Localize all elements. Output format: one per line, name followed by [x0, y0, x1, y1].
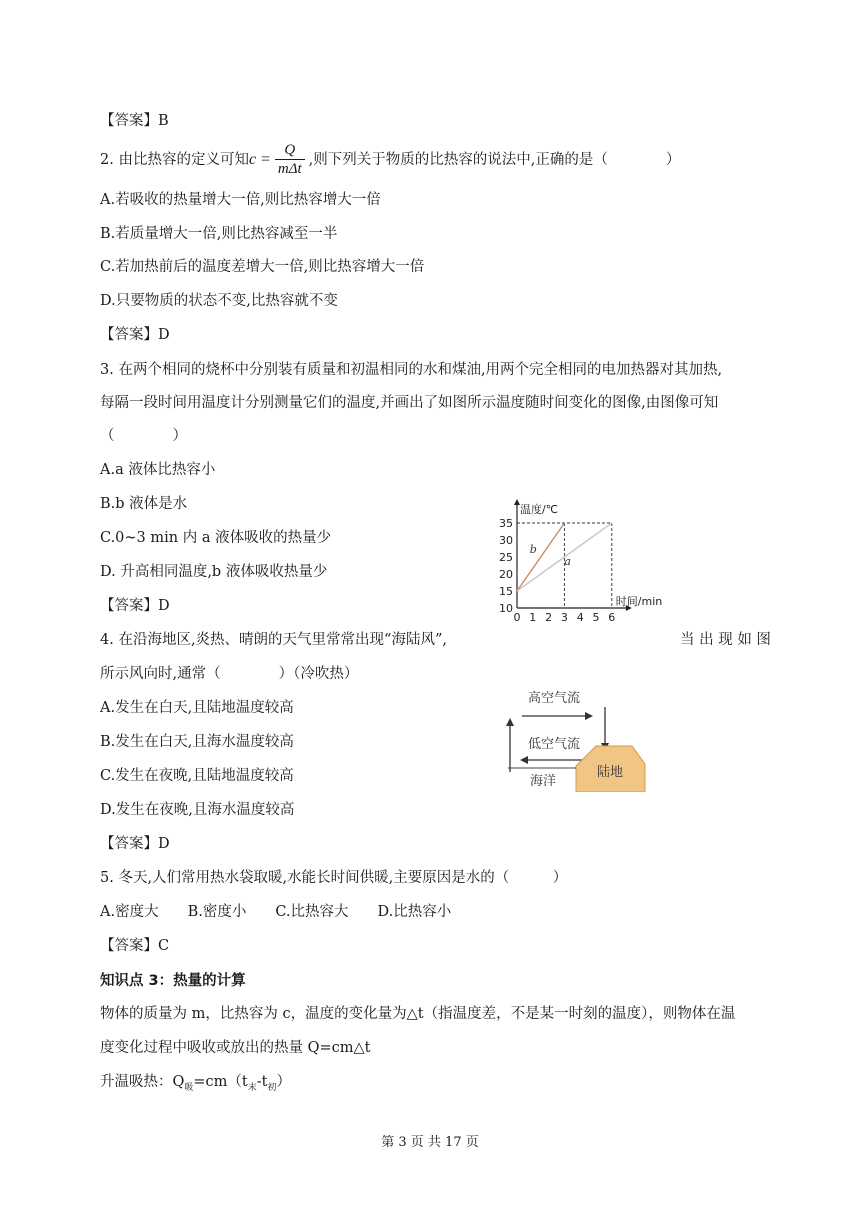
question-5-options: A.密度大 B.密度小 C.比热容大 D.比热容小 [100, 904, 452, 920]
high-air-label: 高空气流 [528, 691, 581, 706]
y-tick-label: 25 [499, 551, 513, 564]
option-d: D.只要物质的状态不变,比热容就不变 [100, 293, 338, 309]
option-d: D. 升高相同温度,b 液体吸收热量少 [100, 564, 328, 580]
answer-line: 【答案】D [100, 327, 170, 343]
option-c: C.0~3 min 内 a 液体吸收的热量少 [100, 530, 332, 546]
option-b: B.发生在白天,且海水温度较高 [100, 734, 294, 750]
option-c: C.若加热前后的温度差增大一倍,则比热容增大一倍 [100, 259, 425, 275]
answer-line: 【答案】B [100, 113, 169, 129]
y-axis-label: 温度/℃ [520, 503, 559, 516]
series-label-b: b [529, 543, 537, 556]
series-label-a: a [564, 555, 571, 568]
option-b: B.若质量增大一倍,则比热容减至一半 [100, 226, 338, 242]
option-a: A.发生在白天,且陆地温度较高 [100, 700, 294, 716]
option-a: A.若吸收的热量增大一倍,则比热容增大一倍 [100, 192, 381, 208]
y-tick-label: 15 [499, 585, 513, 598]
page-footer: 第 3 页 共 17 页 [381, 1135, 479, 1150]
option-c: C.发生在夜晚,且陆地温度较高 [100, 768, 294, 784]
question-2-stem: 2. 由比热容的定义可知c = $\frac{Q}{\text{mΔt}}$ ,则下列关于物质的比热容的说法中,正确的是（ ） [100, 142, 681, 177]
sea-label: 海洋 [530, 774, 557, 789]
x-tick-label: 0 [513, 611, 521, 624]
x-tick-label: 1 [529, 611, 537, 624]
option-d: D.发生在夜晚,且海水温度较高 [100, 802, 295, 818]
x-tick-label: 3 [560, 611, 568, 624]
formula-line: 升温吸热：$Q_吸=cm(t_末-t_初)$ [100, 1074, 292, 1093]
y-tick-label: 10 [499, 602, 513, 615]
answer-line: 【答案】D [100, 836, 170, 852]
paragraph-line: 度变化过程中吸收或放出的热量 Q=cm△t [100, 1040, 371, 1056]
question-5-stem: 5. 冬天,人们常用热水袋取暖,水能长时间供暖,主要原因是水的（ ） [100, 870, 568, 886]
y-tick-label: 20 [499, 568, 513, 581]
answer-line: 【答案】C [100, 938, 170, 954]
x-tick-label: 5 [592, 611, 600, 624]
y-tick-label: 30 [499, 534, 513, 547]
x-tick-label: 4 [576, 611, 584, 624]
option-b: B.b 液体是水 [100, 496, 188, 512]
sea-land-breeze-figure [500, 680, 650, 792]
fraction: $\frac{Q}{\text{mΔt}}$ [275, 142, 305, 178]
question-3-line2: 每隔一段时间用温度计分别测量它们的温度,并画出了如图所示温度随时间变化的图像,由图像可知 [100, 395, 719, 411]
land-label: 陆地 [597, 765, 624, 780]
x-tick-label: 2 [545, 611, 553, 624]
temperature-time-chart [490, 498, 680, 628]
x-tick-label: 6 [608, 611, 616, 624]
option-a: A.a 液体比热容小 [100, 462, 216, 478]
low-air-label: 低空气流 [528, 737, 581, 752]
question-4-line1-tail: 当 出 现 如 图 [680, 632, 771, 648]
paragraph-line: 物体的质量为 m，比热容为 c，温度的变化量为△t（指温度差，不是某一时刻的温度），则物体在温 [100, 1006, 736, 1022]
question-4-line1: 4. 在沿海地区,炎热、晴朗的天气里常常出现“海陆风”, [100, 632, 447, 648]
question-3-line3: （ ） [100, 428, 187, 444]
x-axis-label: 时间/min [615, 595, 663, 608]
question-4-line2: 所示风向时,通常（ ）（冷吹热） [100, 666, 359, 682]
question-3-line1: 3. 在两个相同的烧杯中分别装有质量和初温相同的水和煤油,用两个完全相同的电加热器对其加热, [100, 362, 723, 378]
answer-line: 【答案】D [100, 598, 170, 614]
series-line-b [517, 523, 564, 591]
section-heading: 知识点 3：热量的计算 [100, 973, 246, 989]
y-tick-label: 35 [499, 517, 513, 530]
